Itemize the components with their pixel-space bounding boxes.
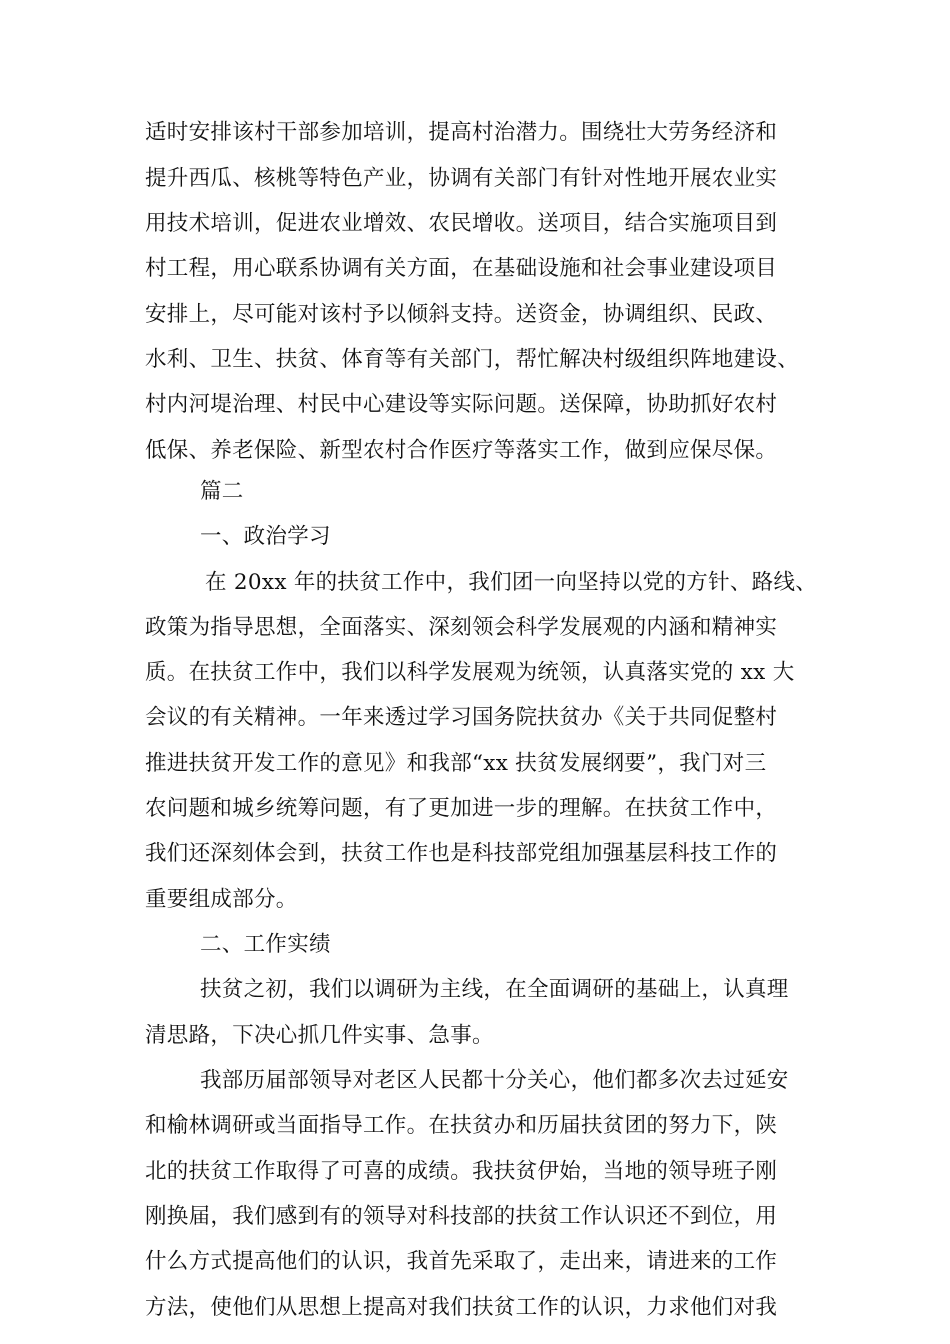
body-line: 清思路，下决心抓几件实事、急事。 [145, 1023, 494, 1048]
body-line: 在 20xx 年的扶贫工作中，我们团一向坚持以党的方针、路线、 [205, 570, 818, 595]
body-line: 提升西瓜、核桃等特色产业，协调有关部门有针对性地开展农业实 [145, 166, 778, 191]
body-line: 我们还深刻体会到，扶贫工作也是科技部党组加强基层科技工作的 [145, 841, 778, 866]
section-heading: 二、工作实绩 [200, 932, 331, 957]
body-line: 政策为指导思想，全面落实、深刻领会科学发展观的内涵和精神实 [145, 615, 778, 640]
body-line: 和榆林调研或当面指导工作。在扶贫办和历届扶贫团的努力下，陕 [145, 1113, 778, 1138]
body-line: 用技术培训，促进农业增效、农民增收。送项目，结合实施项目到 [145, 211, 778, 236]
body-line: 北的扶贫工作取得了可喜的成绩。我扶贫伊始，当地的领导班子刚 [145, 1159, 778, 1184]
body-line: 推进扶贫开发工作的意见》和我部“xx 扶贫发展纲要”，我门对三 [145, 751, 767, 776]
body-line: 会议的有关精神。一年来透过学习国务院扶贫办《关于共同促整村 [145, 705, 778, 730]
body-line: 方法，使他们从思想上提高对我们扶贫工作的认识，力求他们对我 [145, 1295, 778, 1320]
body-line: 适时安排该村干部参加培训，提高村治潜力。围绕壮大劳务经济和 [145, 120, 778, 145]
body-line: 刚换届，我们感到有的领导对科技部的扶贫工作认识还不到位，用 [145, 1204, 778, 1229]
body-line: 安排上，尽可能对该村予以倾斜支持。送资金，协调组织、民政、 [145, 302, 778, 327]
body-line: 我部历届部领导对老区人民都十分关心，他们都多次去过延安 [200, 1068, 789, 1093]
body-line: 什么方式提高他们的认识，我首先采取了，走出来，请进来的工作 [145, 1249, 778, 1274]
body-line: 重要组成部分。 [145, 887, 298, 912]
body-line: 质。在扶贫工作中，我们以科学发展观为统领，认真落实党的 xx 大 [145, 660, 795, 685]
section-title: 篇二 [200, 479, 244, 504]
section-heading: 一、政治学习 [200, 524, 331, 549]
body-line: 村内河堤治理、村民中心建设等实际问题。送保障，协助抓好农村 [145, 392, 778, 417]
body-line: 水利、卫生、扶贫、体育等有关部门，帮忙解决村级组织阵地建设、 [145, 347, 800, 372]
body-line: 农问题和城乡统筹问题，有了更加进一步的理解。在扶贫工作中， [145, 796, 778, 821]
body-line: 村工程，用心联系协调有关方面，在基础设施和社会事业建设项目 [145, 256, 778, 281]
body-line: 扶贫之初，我们以调研为主线，在全面调研的基础上，认真理 [200, 977, 789, 1002]
body-line: 低保、养老保险、新型农村合作医疗等落实工作，做到应保尽保。 [145, 438, 778, 463]
